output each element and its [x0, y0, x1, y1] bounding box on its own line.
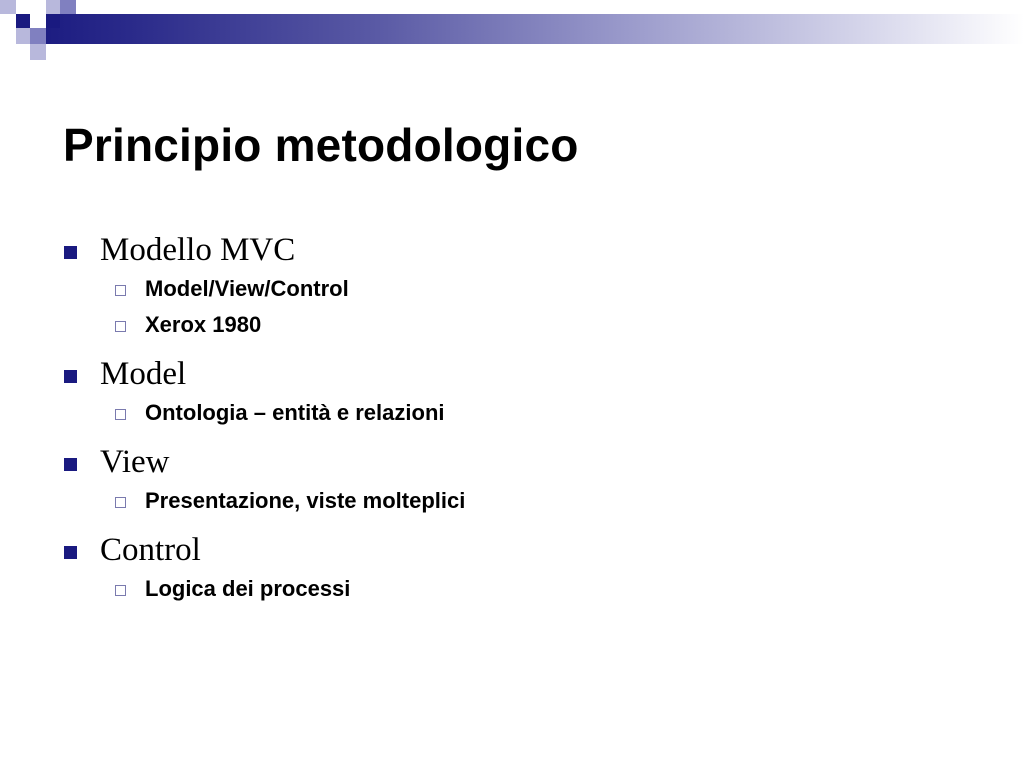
bullet-group	[63, 228, 963, 344]
hollow-square-bullet-icon	[115, 585, 126, 596]
hollow-square-bullet-icon	[115, 321, 126, 332]
sub-bullet-item	[63, 308, 963, 344]
bullet-item	[63, 228, 963, 272]
sub-bullet-item	[63, 272, 963, 308]
header-gradient-band	[30, 14, 1024, 44]
decor-square-icon	[30, 28, 46, 44]
sub-bullet-label: Logica dei processi	[145, 576, 351, 601]
decor-square-icon	[60, 0, 76, 14]
bullet-group	[63, 440, 963, 520]
filled-square-bullet-icon	[64, 458, 77, 471]
bullet-label: Control	[100, 532, 201, 568]
sub-bullet-label: Xerox 1980	[145, 312, 262, 337]
sub-bullet-label: Model/View/Control	[145, 276, 349, 301]
bullet-label: Model	[100, 356, 187, 392]
decor-square-icon	[16, 14, 30, 28]
bullet-item	[63, 440, 963, 484]
hollow-square-bullet-icon	[115, 285, 126, 296]
sub-bullet-item	[63, 572, 963, 608]
decor-square-icon	[30, 44, 46, 60]
sub-bullet-label: Presentazione, viste molteplici	[145, 488, 466, 513]
bullet-label: View	[100, 444, 170, 480]
bullet-label: Modello MVC	[100, 232, 296, 268]
slide-title: Principio metodologico	[63, 119, 579, 171]
filled-square-bullet-icon	[64, 246, 77, 259]
sub-bullet-label: Ontologia – entità e relazioni	[145, 400, 445, 425]
decor-square-icon	[0, 0, 16, 14]
hollow-square-bullet-icon	[115, 497, 126, 508]
hollow-square-bullet-icon	[115, 409, 126, 420]
filled-square-bullet-icon	[64, 370, 77, 383]
sub-bullet-item	[63, 484, 963, 520]
decor-square-icon	[30, 14, 46, 28]
filled-square-bullet-icon	[64, 546, 77, 559]
bullet-group	[63, 528, 963, 608]
decor-square-icon	[16, 28, 30, 44]
bullet-item	[63, 352, 963, 396]
decor-square-icon	[46, 0, 60, 14]
sub-bullet-item	[63, 396, 963, 432]
decor-square-icon	[46, 14, 60, 28]
bullet-group	[63, 352, 963, 432]
bullet-item	[63, 528, 963, 572]
bullet-list	[63, 228, 963, 616]
